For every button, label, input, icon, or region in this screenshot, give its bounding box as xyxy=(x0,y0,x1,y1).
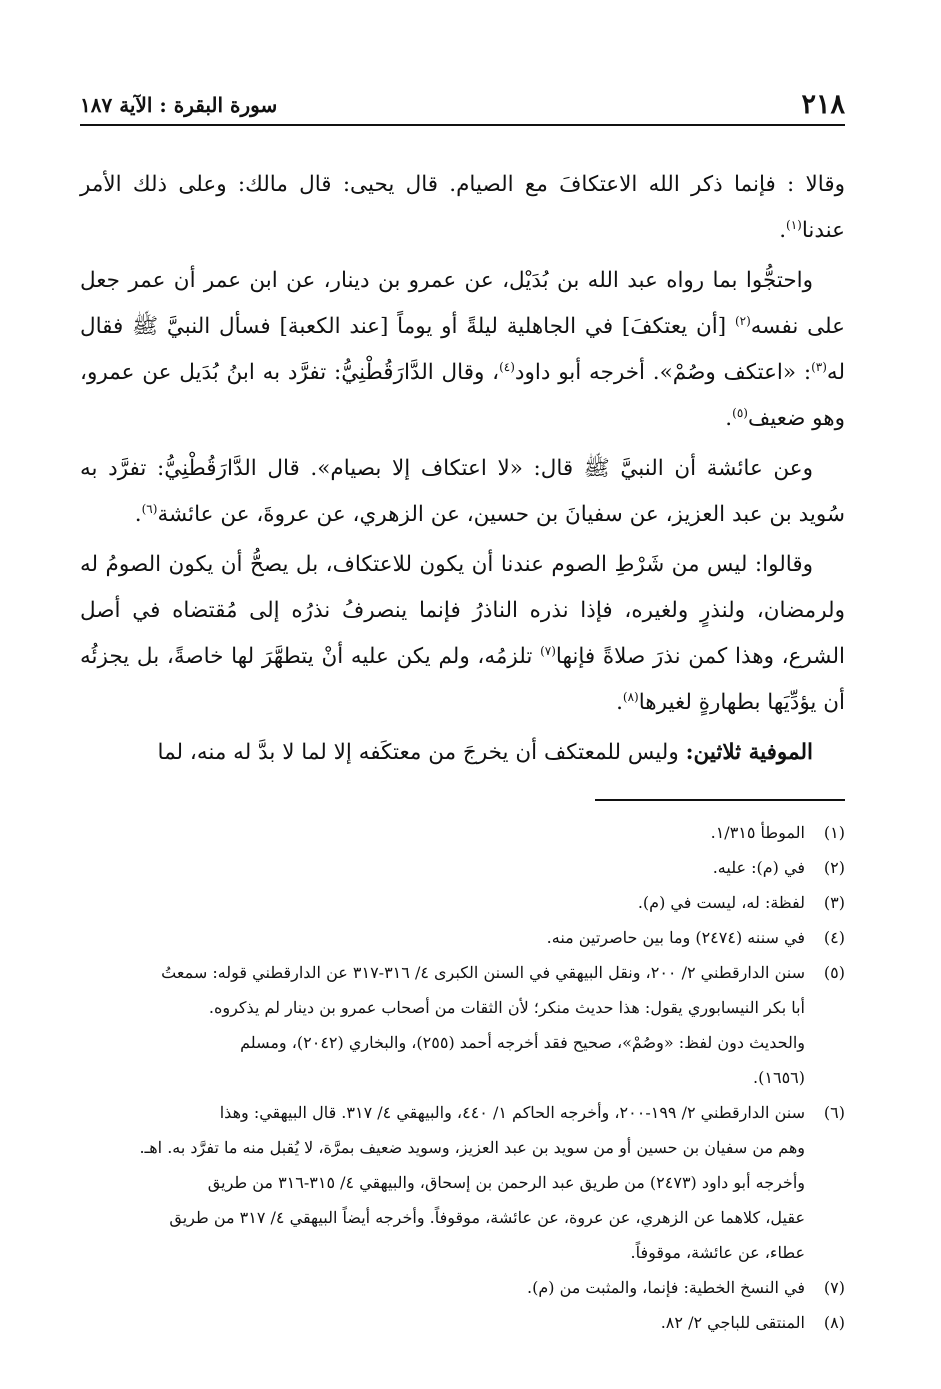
paragraph: وقالا : فإنما ذكر الله الاعتكافَ مع الصيام. قال يحيى: قال مالك: وعلى ذلك الأمر عندنا$^{(١)}$. xyxy=(80,172,845,243)
section-label: الموفية ثلاثين: xyxy=(685,740,813,765)
footnote-number: (٧) xyxy=(823,1278,845,1297)
footnote-number: (٥) xyxy=(823,963,845,982)
paragraph: وعن عائشة أن النبيَّ ﷺ قال: «لا اعتكاف إلا بصيام». قال الدَّارَقُطْنِيُّ: تفرَّد به سُويد بن عبد العزيز، عن سفيانَ بن حسين، عن الزهري، عن عروةَ، عن عائشة$^{(٦)}$. xyxy=(80,456,845,527)
footnote-ref[interactable]: (٧) xyxy=(540,643,556,658)
footnote: (٥) سنن الدارقطني ٢/ ٢٠٠، ونقل البيهقي في السنن الكبرى ٤/ ٣١٦-٣١٧ عن الدارقطني قوله: سمعتُ أبا بكر النيسابوري يقول: هذا حديث منكر؛ لأن الثقات من أصحاب عمرو بن دينار لم يذكروه. والحديث دون لفظ: «وصُمْ»، صحيح فقد أخرجه أحمد (٢٥٥)، والبخاري (٢٠٤٢)، ومسلم (١٦٥٦). xyxy=(80,955,845,1095)
page-number: ٢١٨ xyxy=(801,89,845,120)
footnote-number: (٢) xyxy=(823,858,845,877)
page-header xyxy=(80,86,845,126)
footnote-ref[interactable]: (٣) xyxy=(811,359,827,374)
paragraph: واحتجُّوا بما رواه عبد الله بن بُدَيْل، عن عمرو بن دينار، عن ابن عمر أن عمر جعل على نفسه$^{(٢)}$ [أن يعتكفَ] في الجاهلية ليلةً أو يوماً [عند الكعبة] فسأل النبيَّ ﷺ فقال له$^{(٣)}$: «اعتكف وصُمْ». أخرجه أبو داود$^{(٤)}$، وقال الدَّارَقُطْنِيُّ: تفرَّد به ابنُ بُدَيل عن عمرو، وهو ضعيف$^{(٥)}$. xyxy=(80,268,845,431)
footnotes xyxy=(80,815,845,1340)
paragraph: وقالوا: ليس من شَرْطِ الصوم عندنا أن يكون للاعتكاف، بل يصحُّ أن يكون الصومُ له ولرمضان، ولنذرٍ ولغيره، فإذا نذره الناذرُ فإنما ينصرفُ نذرُه إلى مُقتضاه في أصل الشرع، وهذا كمن نذرَ صلاةً فإنها$^{(٧)}$ تلزمُه، ولم يكن عليه أنْ يتطهَّرَ لها خاصةً، بل يجزئُه أن يؤدِّيَها بطهارةٍ لغيرها$^{(٨)}$. xyxy=(80,552,845,715)
footnote-number: (٤) xyxy=(823,928,845,947)
footnote-number: (١) xyxy=(823,823,845,842)
footnote-number: (٨) xyxy=(823,1313,845,1332)
footnote-ref[interactable]: (٦) xyxy=(141,501,158,516)
footnote-ref[interactable]: (٢) xyxy=(734,313,751,328)
footnote: (٣) لفظة: له، ليست في (م). xyxy=(80,885,845,920)
footnote: (١) الموطأ ١/٣١٥. xyxy=(80,815,845,850)
paragraph: الموفية ثلاثين: وليس للمعتكف أن يخرجَ من معتكَفه إلا لما لا بدَّ له منه، لما xyxy=(157,740,813,765)
footnote: (٤) في سننه (٢٤٧٤) وما بين حاصرتين منه. xyxy=(80,920,845,955)
footnote-ref[interactable]: (٤) xyxy=(499,359,515,374)
footnote: (٦) سنن الدارقطني ٢/ ١٩٩-٢٠٠، وأخرجه الحاكم ١/ ٤٤٠، والبيهقي ٤/ ٣١٧. قال البيهقي: وهذا وهم من سفيان بن حسين أو من سويد بن عبد العزيز، وسويد ضعيف بمرَّة، لا يُقبل منه ما تفرَّد به. اهـ. وأخرجه أبو داود (٢٤٧٣) من طريق عبد الرحمن بن إسحاق، والبيهقي ٤/ ٣١٥-٣١٦ من طريق عقيل، كلاهما عن الزهري، عن عروة، عن عائشة، موقوفاً. وأخرجه أيضاً البيهقي ٤/ ٣١٧ من طريق عطاء، عن عائشة، موقوفاً. xyxy=(80,1095,845,1270)
footnote: (٨) المنتقى للباجي ٢/ ٨٢. xyxy=(80,1305,845,1340)
footnote-number: (٣) xyxy=(823,893,845,912)
footnote-ref[interactable]: (٥) xyxy=(732,405,748,420)
footnote-divider xyxy=(595,799,845,801)
main-text xyxy=(80,162,845,780)
footnote-ref[interactable]: (١) xyxy=(786,217,802,232)
footnote: (٧) في النسخ الخطية: فإنما، والمثبت من (م). xyxy=(80,1270,845,1305)
running-title: سورة البقرة : الآية ١٨٧ xyxy=(80,93,278,117)
footnote: (٢) في (م): عليه. xyxy=(80,850,845,885)
footnote-number: (٦) xyxy=(823,1103,845,1122)
footnote-ref[interactable]: (٨) xyxy=(622,689,639,704)
